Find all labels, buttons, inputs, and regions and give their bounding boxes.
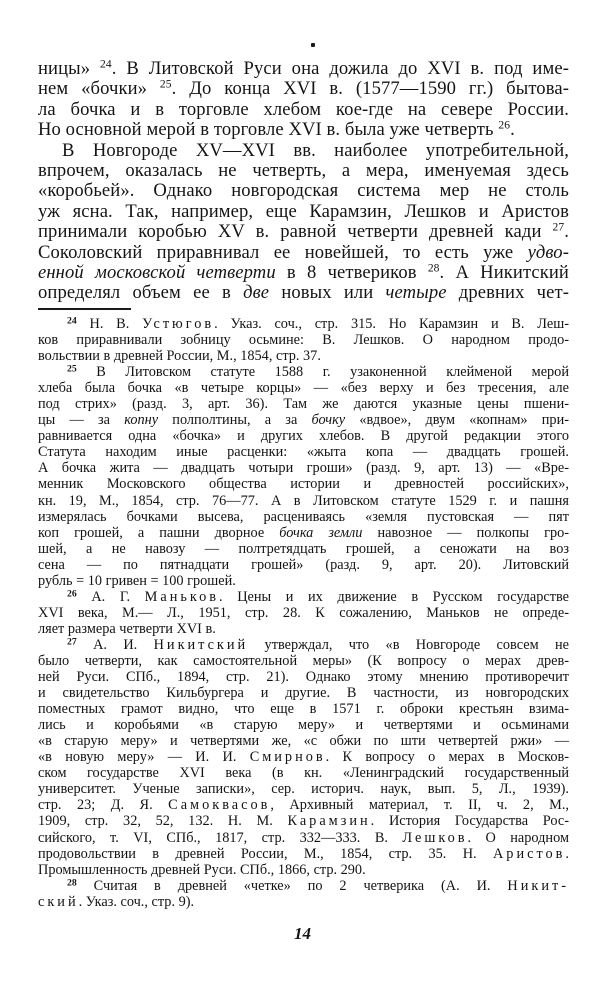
author-name-spaced: Никитский	[153, 636, 249, 653]
footnote-line: шей, а не навозу — полтретядцать грошей, а сеножати на воз	[38, 540, 569, 557]
footnote-line: продовольствии в древней России, М., 1854, стр. 35. Н. Аристов.	[38, 845, 569, 862]
footnote-reference: 28	[427, 262, 440, 275]
author-name-spaced: Аристов	[492, 845, 566, 862]
footnote-separator-rule	[38, 308, 131, 310]
author-name-spaced: Смирнов	[249, 749, 326, 766]
main-text-line: ницы» $^{24}$. В Литовской Руси она дожила до XVI в. под име-	[38, 58, 569, 79]
footnote-line: ляет размера четверти XVI в.	[38, 620, 216, 637]
footnote-line: равнивается одна «бочка» и других хлебов. В другой редакции этого	[38, 428, 569, 445]
footnote-24	[38, 316, 569, 364]
footnote-line: $^{24}$ Н. В. Устюгов. Указ. соч., стр. 315. Но Карамзин и В. Леш-	[67, 315, 569, 332]
footnote-reference: 26	[67, 588, 77, 600]
footnote-27	[38, 637, 569, 878]
author-name-spaced: ский	[38, 893, 79, 910]
footnote-reference: 27	[67, 636, 77, 648]
main-text-line: впрочем, оказалась не четверть, а мера, именуемая здесь	[38, 160, 569, 182]
emphasized-text: бочка земли	[279, 524, 363, 541]
footnote-26	[38, 589, 569, 637]
footnote-line: $^{28}$ Считая в древней «четке» по 2 четверика (А. И. Никит-	[67, 877, 569, 894]
footnote-line: под стрих» (разд. 3, арт. 36). Там же даются указные цены пшени-	[38, 396, 569, 413]
footnote-28	[38, 878, 569, 910]
footnote-line: сийского, т. VI, СПб., 1817, стр. 332—333. В. Лешков. О народном	[38, 829, 569, 846]
footnote-line: ней Руси. СПб., 1894, стр. 21). Однако этому мнению противоречит	[38, 669, 569, 686]
main-text-line: уж ясна. Так, например, еще Карамзин, Лешков и Аристов	[38, 200, 569, 222]
footnote-line: ском государстве XVI века (в кн. «Ленинградский государственный	[38, 765, 569, 782]
footnote-line: Промышленность древней Руси. СПб., 1866, стр. 290.	[38, 861, 366, 878]
footnote-line: $^{25}$ В Литовском статуте 1588 г. узаконенной клейменой мерой	[67, 363, 569, 381]
emphasized-text: копну	[124, 412, 159, 429]
footnote-line: «в старую меру» и четвертями же, «с обжи по шти четвертей ржи» —	[38, 733, 569, 750]
footnote-line: коп грошей, а пашни дворное бочка земли навозное — полкопы гро-	[38, 524, 570, 541]
main-text-line: В Новгороде XV—XVI вв. наиболее употребительной,	[62, 139, 569, 161]
footnote-line: лись и коробьями «в старую меру» и четвертями и осьминами	[38, 717, 569, 734]
footnote-line: 1909, стр. 32, 52, 132. Н. М. Карамзин. История Государства Рос-	[38, 813, 569, 830]
footnote-line: кн. 19, М., 1854, стр. 76—77. А в Литовском статуте 1529 г. и пашня	[38, 492, 569, 509]
footnote-line: рубль = 10 гривен = 100 грошей.	[38, 572, 236, 589]
footnote-reference: 26	[498, 119, 511, 132]
footnote-line: $^{27}$ А. И. Никитский утверждал, что «в Новгороде совсем не	[67, 636, 569, 653]
footnote-line: ский. Указ. соч., стр. 9).	[38, 893, 195, 910]
footnote-line: А бочка жита — двадцать чотыри гроши» (разд. 9, арт. 13) — «Вре-	[38, 460, 569, 477]
author-name-spaced: Лешков	[402, 829, 468, 846]
footnote-line: ков приравнивали зобницу осьмине: В. Лешков. О народном продо-	[38, 332, 569, 349]
footnote-line: и свидетельство Кильбургера и другие. В частности, из новгородских	[38, 685, 569, 702]
top-page-mark	[311, 43, 315, 47]
footnote-line: измерялась бочками высева, расцениваясь «земля пустовская — пят	[38, 508, 569, 525]
footnote-25	[38, 364, 569, 589]
page-number: 14	[294, 924, 311, 943]
footnote-line: сена — по пятнадцати грошей» (разд. 9, арт. 20). Литовский	[38, 556, 569, 573]
footnote-line: вольствии в древней России, М., 1854, стр. 37.	[38, 348, 321, 365]
footnote-line: стр. 23; Д. Я. Самоквасов, Архивный материал, т. II, ч. 2, М.,	[38, 797, 569, 814]
emphasized-text: енной московской четверти	[38, 262, 276, 284]
footnotes-section	[38, 316, 569, 910]
main-text-line: ла бочка и в торговле хлебом кое-где на севере России.	[38, 98, 569, 120]
emphasized-text: две	[243, 282, 270, 304]
footnote-reference: 24	[100, 58, 112, 71]
author-name-spaced: Никит-	[507, 877, 569, 894]
footnote-line: хлеба была бочка «в четыре корцы» — «без верху и без тресения, але	[38, 380, 569, 397]
author-name-spaced: Устюгов	[142, 316, 215, 332]
main-text-line: определял объем ее в две новых или четыре древних чет-	[38, 282, 570, 304]
footnote-reference: 28	[67, 877, 77, 889]
emphasized-text: удво-	[527, 241, 569, 263]
main-text-line: Но основной мерой в торговле XVI в. была уже четверть $^{26}$.	[38, 119, 515, 141]
main-body-text	[38, 59, 569, 304]
footnote-line: $^{26}$ А. Г. Маньков. Цены и их движение в Русском государстве	[67, 588, 569, 605]
main-text-line: енной московской четверти в 8 четвериков $^{28}$. А Никитский	[38, 262, 569, 284]
footnote-reference: 25	[159, 79, 172, 92]
author-name-spaced: Самоквасов	[168, 797, 271, 814]
main-text-line: нем «бочки» $^{25}$. До конца XVI в. (1577—1590 гг.) бытова-	[38, 78, 569, 100]
main-text-line: принимали коробью XV в. равной четверти древней кади $^{27}$.	[38, 221, 569, 243]
author-name-spaced: Карамзин	[287, 813, 371, 830]
emphasized-text: четыре	[385, 282, 447, 304]
footnote-line: «в новую меру» — И. И. Смирнов. К вопросу о мерах в Москов-	[38, 749, 569, 766]
footnote-line: университет. Ученые записки», сер. историч. наук, вып. 5, Л., 1939).	[38, 781, 569, 798]
footnote-reference: 27	[552, 221, 565, 234]
footnote-line: XVI века, М.— Л., 1951, стр. 28. К сожалению, Маньков не опреде-	[38, 604, 569, 621]
footnote-line: менник Московского общества истории и древностей российских»,	[38, 476, 569, 493]
footnote-line: цы — за копну полполтины, а за бочку «вдвое», двум «копнам» при-	[38, 412, 569, 429]
footnote-line: было четверти, как самостоятельной меры» (К вопросу о мерах древ-	[38, 652, 569, 669]
footnote-reference: 24	[67, 315, 77, 327]
footnote-reference: 25	[67, 363, 77, 375]
author-name-spaced: Маньков	[144, 588, 220, 605]
main-text-line: Соколовский приравнивал ее новейшей, то есть уже удво-	[38, 241, 569, 263]
footnote-line: Статута находим иные расценки: «жыта копа — двадцать грошей.	[38, 444, 569, 461]
footnote-line: поместных грамот видно, что еще в 1571 г. оброки крестьян взима-	[38, 701, 569, 718]
main-text-line: «коробьей». Однако новгородская система мер не столь	[38, 180, 569, 202]
emphasized-text: бочку	[311, 412, 346, 429]
